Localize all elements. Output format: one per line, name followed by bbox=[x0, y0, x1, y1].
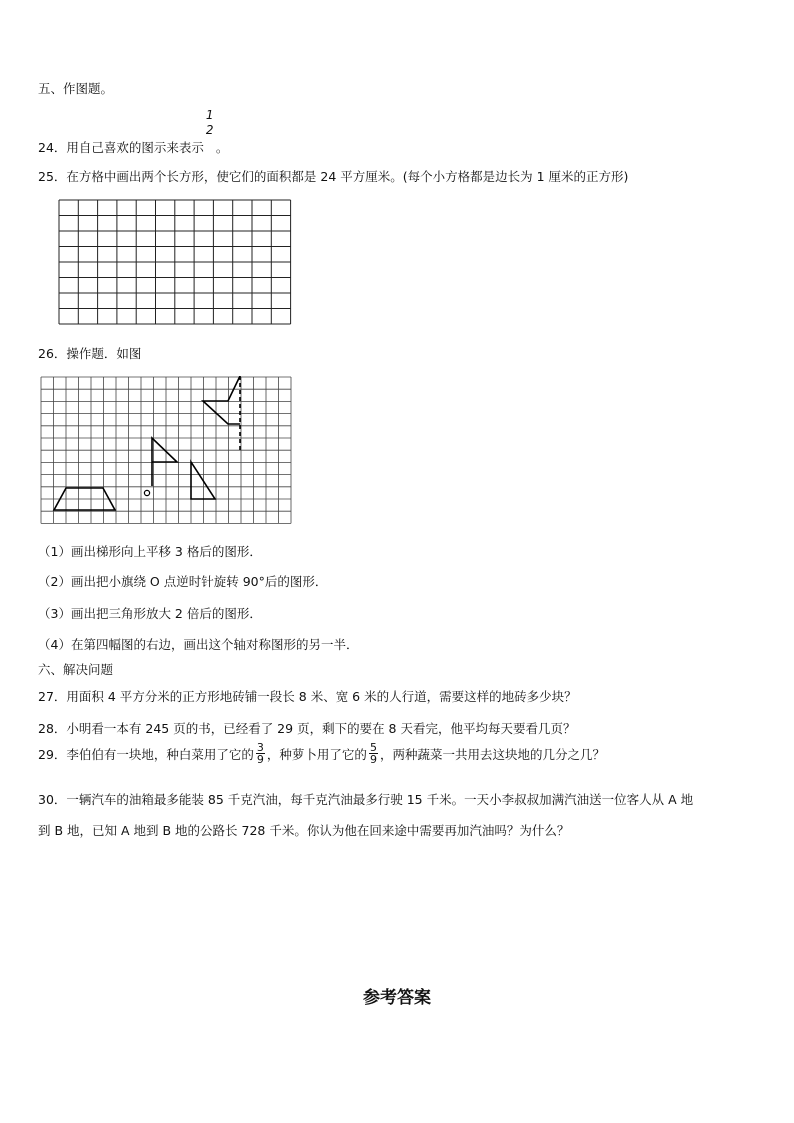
question-26: 26．操作题．如图 bbox=[38, 346, 142, 361]
question-24 bbox=[38, 108, 229, 156]
fraction-one-half bbox=[204, 108, 216, 152]
q26-sub-4: （4）在第四幅图的右边，画出这个轴对称图形的另一半． bbox=[38, 637, 359, 652]
fraction-numerator: 5 bbox=[369, 741, 377, 754]
question-29-part1: 29．李伯伯有一块地，种白菜用了它的 bbox=[38, 747, 254, 762]
fraction-numerator: 3 bbox=[256, 741, 264, 754]
question-30-line-2: 到 B 地，已知 A 地到 B 地的公路长 728 千米。你认为他在回来途中需要再加汽油吗？为什么？ bbox=[38, 823, 570, 838]
section-heading-5: 五、作图题。 bbox=[38, 81, 114, 96]
question-30-line-1: 30．一辆汽车的油箱最多能装 85 千克汽油，每千克汽油最多行驶 15 千米。一天小李叔叔加满汽油送一位客人从 A 地 bbox=[38, 792, 694, 807]
q26-sub-2: （2）画出把小旗绕 O 点逆时针旋转 90°后的图形． bbox=[38, 574, 328, 589]
q25-grid bbox=[58, 199, 292, 325]
question-27: 27．用面积 4 平方分米的正方形地砖铺一段长 8 米、宽 6 米的人行道，需要这样的地砖多少块？ bbox=[38, 689, 577, 704]
q26-sub-3: （3）画出把三角形放大 2 倍后的图形． bbox=[38, 606, 262, 621]
fraction-denominator: 9 bbox=[369, 753, 377, 766]
fraction-numerator: 1 bbox=[205, 108, 214, 122]
point-o-marker bbox=[144, 490, 149, 495]
question-29-part2: ，种萝卜用了它的 bbox=[266, 747, 367, 762]
fraction-denominator: 9 bbox=[256, 753, 264, 766]
half-symmetric-shape bbox=[203, 376, 240, 424]
fraction-five-ninths bbox=[369, 742, 378, 765]
fraction-denominator: 2 bbox=[205, 123, 214, 137]
q26-sub-1: （1）画出梯形向上平移 3 格后的图形． bbox=[38, 544, 262, 559]
section-heading-6: 六、解决问题 bbox=[38, 662, 114, 677]
q26-grid-figure bbox=[40, 376, 294, 524]
question-25: 25．在方格中画出两个长方形，使它们的面积都是 24 平方厘米。(每个小方格都是边长为 1 厘米的正方形) bbox=[38, 169, 629, 184]
question-24-text: 24．用自己喜欢的图示来表示 bbox=[38, 140, 204, 155]
question-24-tail: 。 bbox=[215, 140, 229, 155]
flag-shape bbox=[152, 438, 177, 486]
triangle-shape bbox=[191, 462, 215, 499]
question-28: 28．小明看一本有 245 页的书，已经看了 29 页，剩下的要在 8 天看完，他平均每天要看几页？ bbox=[38, 721, 576, 736]
question-29-part3: ，两种蔬菜一共用去这块地的几分之几？ bbox=[379, 747, 605, 762]
fraction-three-ninths bbox=[256, 742, 265, 765]
answer-section-title: 参考答案 bbox=[363, 988, 431, 1008]
question-29 bbox=[38, 741, 605, 767]
